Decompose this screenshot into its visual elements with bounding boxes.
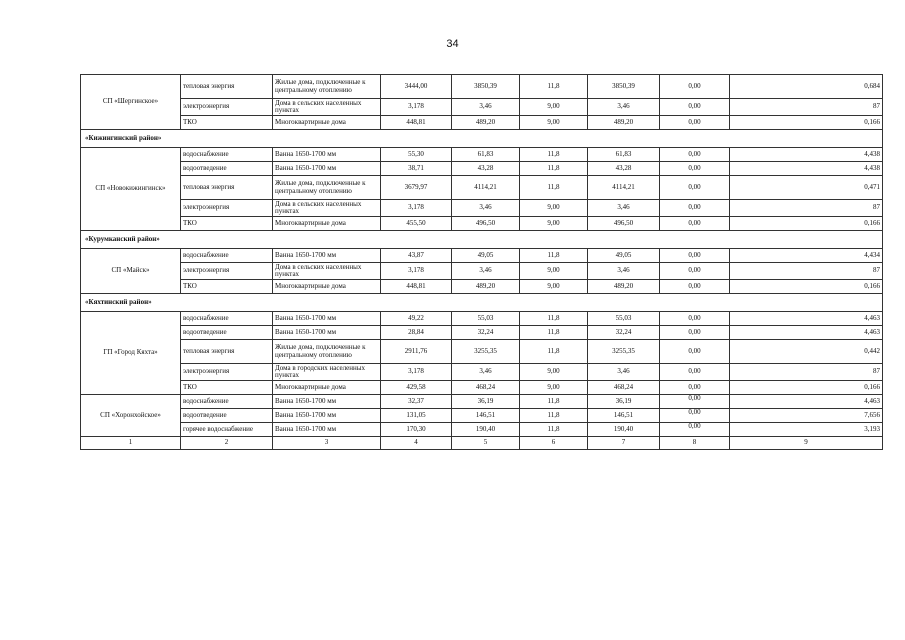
table-row <box>81 148 883 162</box>
value-col7-cell: 489,20 <box>588 116 660 130</box>
consumer-category-cell: Ванна 1650-1700 мм <box>273 312 381 326</box>
consumer-category-cell: Жилые дома, подключенные к центральному отоплению <box>273 340 381 364</box>
consumer-category-cell: Дома в городских населенных пунктах <box>273 364 381 381</box>
value-col4-cell: 3,178 <box>381 364 452 381</box>
value-col4-cell: 448,81 <box>381 280 452 294</box>
table-row <box>81 249 883 263</box>
consumer-category-cell: Дома в сельских населенных пунктах <box>273 200 381 217</box>
value-col6-cell: 9,00 <box>520 263 588 280</box>
table-row <box>81 381 883 395</box>
value-col9-cell: 0,684 <box>730 75 883 99</box>
value-col7-cell: 3255,35 <box>588 340 660 364</box>
value-col5-cell: 55,03 <box>452 312 520 326</box>
tariff-table <box>80 74 883 450</box>
value-col8-cell: 0,00 <box>660 423 730 437</box>
value-col5-cell: 190,40 <box>452 423 520 437</box>
value-col7-cell: 61,83 <box>588 148 660 162</box>
consumer-category-cell: Ванна 1650-1700 мм <box>273 395 381 409</box>
value-col5-cell: 489,20 <box>452 116 520 130</box>
value-col8-cell: 0,00 <box>660 116 730 130</box>
value-col5-cell: 4114,21 <box>452 176 520 200</box>
value-col5-cell: 3850,39 <box>452 75 520 99</box>
table-row <box>81 364 883 381</box>
service-type-cell: тепловая энергия <box>181 176 273 200</box>
value-col6-cell: 11,8 <box>520 249 588 263</box>
value-col9-cell: 0,166 <box>730 280 883 294</box>
consumer-category-cell: Ванна 1650-1700 мм <box>273 409 381 423</box>
value-col5-cell: 146,51 <box>452 409 520 423</box>
region-name: «Курумканский район» <box>81 231 883 249</box>
consumer-category-cell: Жилые дома, подключенные к центральному отоплению <box>273 176 381 200</box>
service-type-cell: водоотведение <box>181 409 273 423</box>
value-col4-cell: 55,30 <box>381 148 452 162</box>
settlement-name: СП «Шергинское» <box>81 75 181 130</box>
value-col7-cell: 3,46 <box>588 263 660 280</box>
service-type-cell: электроэнергия <box>181 364 273 381</box>
settlement-name: ГП «Город Кяхта» <box>81 312 181 395</box>
column-number: 2 <box>181 437 273 450</box>
consumer-category-cell: Ванна 1650-1700 мм <box>273 249 381 263</box>
page-number: 34 <box>446 38 459 50</box>
value-col6-cell: 11,8 <box>520 423 588 437</box>
table-row <box>81 99 883 116</box>
value-col9-cell: 0,442 <box>730 340 883 364</box>
value-col5-cell: 43,28 <box>452 162 520 176</box>
value-col5-cell: 36,19 <box>452 395 520 409</box>
service-type-cell: горячее водоснабжение <box>181 423 273 437</box>
table-row <box>81 116 883 130</box>
value-col6-cell: 9,00 <box>520 217 588 231</box>
settlement-name: СП «Хоронхойское» <box>81 395 181 437</box>
consumer-category-cell: Ванна 1650-1700 мм <box>273 148 381 162</box>
value-col6-cell: 9,00 <box>520 280 588 294</box>
value-col9-cell: 4,463 <box>730 312 883 326</box>
value-col4-cell: 3,178 <box>381 99 452 116</box>
table-row <box>81 263 883 280</box>
value-col8-cell: 0,00 <box>660 217 730 231</box>
column-number: 1 <box>81 437 181 450</box>
value-col4-cell: 448,81 <box>381 116 452 130</box>
value-col7-cell: 190,40 <box>588 423 660 437</box>
value-col5-cell: 61,83 <box>452 148 520 162</box>
column-number: 4 <box>381 437 452 450</box>
value-col9-cell: 0,166 <box>730 381 883 395</box>
value-col8-cell: 0,00 <box>660 280 730 294</box>
value-col5-cell: 3,46 <box>452 263 520 280</box>
service-type-cell: тепловая энергия <box>181 340 273 364</box>
value-col7-cell: 43,28 <box>588 162 660 176</box>
value-col7-cell: 49,05 <box>588 249 660 263</box>
value-col5-cell: 3,46 <box>452 99 520 116</box>
value-col5-cell: 3,46 <box>452 200 520 217</box>
value-col7-cell: 146,51 <box>588 409 660 423</box>
table-row <box>81 217 883 231</box>
value-col8-cell: 0,00 <box>660 200 730 217</box>
value-col6-cell: 11,8 <box>520 75 588 99</box>
value-col9-cell: 87 <box>730 99 883 116</box>
table-row <box>81 423 883 437</box>
value-col8-cell: 0,00 <box>660 162 730 176</box>
column-number: 7 <box>588 437 660 450</box>
value-col6-cell: 9,00 <box>520 200 588 217</box>
value-col9-cell: 3,193 <box>730 423 883 437</box>
value-col9-cell: 0,166 <box>730 116 883 130</box>
region-name: «Кижингинский район» <box>81 130 883 148</box>
table-row <box>81 162 883 176</box>
value-col4-cell: 38,71 <box>381 162 452 176</box>
value-col5-cell: 496,50 <box>452 217 520 231</box>
service-type-cell: ТКО <box>181 381 273 395</box>
value-col5-cell: 32,24 <box>452 326 520 340</box>
consumer-category-cell: Дома в сельских населенных пунктах <box>273 263 381 280</box>
value-col8-cell: 0,00 <box>660 364 730 381</box>
value-col6-cell: 9,00 <box>520 99 588 116</box>
value-col5-cell: 489,20 <box>452 280 520 294</box>
value-col6-cell: 9,00 <box>520 116 588 130</box>
value-col8-cell: 0,00 <box>660 381 730 395</box>
value-col9-cell: 4,438 <box>730 148 883 162</box>
value-col5-cell: 3255,35 <box>452 340 520 364</box>
settlement-name: СП «Майск» <box>81 249 181 294</box>
value-col4-cell: 170,30 <box>381 423 452 437</box>
consumer-category-cell: Многоквартирные дома <box>273 217 381 231</box>
table-row <box>81 326 883 340</box>
value-col4-cell: 28,84 <box>381 326 452 340</box>
service-type-cell: ТКО <box>181 280 273 294</box>
value-col5-cell: 3,46 <box>452 364 520 381</box>
value-col6-cell: 11,8 <box>520 176 588 200</box>
value-col6-cell: 11,8 <box>520 395 588 409</box>
region-header-row <box>81 130 883 148</box>
region-header-row <box>81 231 883 249</box>
value-col8-cell: 0,00 <box>660 148 730 162</box>
column-number: 3 <box>273 437 381 450</box>
value-col7-cell: 489,20 <box>588 280 660 294</box>
consumer-category-cell: Жилые дома, подключенные к центральному отоплению <box>273 75 381 99</box>
value-col9-cell: 87 <box>730 364 883 381</box>
column-number-row <box>81 437 883 450</box>
table-row <box>81 395 883 409</box>
value-col6-cell: 11,8 <box>520 409 588 423</box>
service-type-cell: водоснабжение <box>181 312 273 326</box>
value-col4-cell: 455,50 <box>381 217 452 231</box>
region-header-row <box>81 294 883 312</box>
table-row <box>81 409 883 423</box>
service-type-cell: водоотведение <box>181 326 273 340</box>
value-col7-cell: 3,46 <box>588 364 660 381</box>
value-col6-cell: 11,8 <box>520 326 588 340</box>
table-row <box>81 75 883 99</box>
value-col7-cell: 32,24 <box>588 326 660 340</box>
value-col9-cell: 4,463 <box>730 326 883 340</box>
value-col5-cell: 49,05 <box>452 249 520 263</box>
value-col8-cell: 0,00 <box>660 263 730 280</box>
table-row <box>81 340 883 364</box>
value-col4-cell: 131,05 <box>381 409 452 423</box>
value-col6-cell: 9,00 <box>520 381 588 395</box>
service-type-cell: водоснабжение <box>181 395 273 409</box>
table-row <box>81 200 883 217</box>
consumer-category-cell: Многоквартирные дома <box>273 280 381 294</box>
value-col8-cell: 0,00 <box>660 312 730 326</box>
column-number: 9 <box>730 437 883 450</box>
value-col5-cell: 468,24 <box>452 381 520 395</box>
value-col7-cell: 468,24 <box>588 381 660 395</box>
service-type-cell: электроэнергия <box>181 200 273 217</box>
value-col8-cell: 0,00 <box>660 340 730 364</box>
region-name: «Кяхтинский район» <box>81 294 883 312</box>
service-type-cell: водоснабжение <box>181 148 273 162</box>
settlement-name: СП «Новокижингинск» <box>81 148 181 231</box>
value-col4-cell: 49,22 <box>381 312 452 326</box>
value-col4-cell: 429,58 <box>381 381 452 395</box>
value-col7-cell: 3850,39 <box>588 75 660 99</box>
value-col6-cell: 11,8 <box>520 340 588 364</box>
value-col6-cell: 11,8 <box>520 312 588 326</box>
value-col9-cell: 87 <box>730 263 883 280</box>
value-col7-cell: 3,46 <box>588 99 660 116</box>
value-col9-cell: 4,463 <box>730 395 883 409</box>
value-col9-cell: 87 <box>730 200 883 217</box>
value-col8-cell: 0,00 <box>660 409 730 423</box>
value-col8-cell: 0,00 <box>660 395 730 409</box>
value-col4-cell: 2911,76 <box>381 340 452 364</box>
value-col7-cell: 4114,21 <box>588 176 660 200</box>
value-col8-cell: 0,00 <box>660 249 730 263</box>
column-number: 6 <box>520 437 588 450</box>
table-row <box>81 312 883 326</box>
value-col7-cell: 55,03 <box>588 312 660 326</box>
consumer-category-cell: Ванна 1650-1700 мм <box>273 162 381 176</box>
value-col8-cell: 0,00 <box>660 176 730 200</box>
service-type-cell: ТКО <box>181 116 273 130</box>
value-col8-cell: 0,00 <box>660 99 730 116</box>
value-col7-cell: 496,50 <box>588 217 660 231</box>
value-col4-cell: 3,178 <box>381 200 452 217</box>
value-col9-cell: 4,438 <box>730 162 883 176</box>
value-col6-cell: 11,8 <box>520 148 588 162</box>
table-row <box>81 280 883 294</box>
value-col7-cell: 3,46 <box>588 200 660 217</box>
table-row <box>81 176 883 200</box>
table-body <box>81 75 883 450</box>
value-col4-cell: 3444,00 <box>381 75 452 99</box>
service-type-cell: водоотведение <box>181 162 273 176</box>
column-number: 5 <box>452 437 520 450</box>
value-col4-cell: 43,87 <box>381 249 452 263</box>
value-col9-cell: 0,471 <box>730 176 883 200</box>
consumer-category-cell: Многоквартирные дома <box>273 116 381 130</box>
value-col6-cell: 9,00 <box>520 364 588 381</box>
service-type-cell: электроэнергия <box>181 263 273 280</box>
value-col8-cell: 0,00 <box>660 326 730 340</box>
service-type-cell: электроэнергия <box>181 99 273 116</box>
value-col4-cell: 3679,97 <box>381 176 452 200</box>
value-col6-cell: 11,8 <box>520 162 588 176</box>
service-type-cell: ТКО <box>181 217 273 231</box>
value-col4-cell: 32,37 <box>381 395 452 409</box>
value-col7-cell: 36,19 <box>588 395 660 409</box>
value-col9-cell: 4,434 <box>730 249 883 263</box>
service-type-cell: тепловая энергия <box>181 75 273 99</box>
column-number: 8 <box>660 437 730 450</box>
consumer-category-cell: Ванна 1650-1700 мм <box>273 423 381 437</box>
value-col4-cell: 3,178 <box>381 263 452 280</box>
value-col9-cell: 0,166 <box>730 217 883 231</box>
value-col9-cell: 7,656 <box>730 409 883 423</box>
consumer-category-cell: Ванна 1650-1700 мм <box>273 326 381 340</box>
value-col8-cell: 0,00 <box>660 75 730 99</box>
consumer-category-cell: Дома в сельских населенных пунктах <box>273 99 381 116</box>
consumer-category-cell: Многоквартирные дома <box>273 381 381 395</box>
service-type-cell: водоснабжение <box>181 249 273 263</box>
